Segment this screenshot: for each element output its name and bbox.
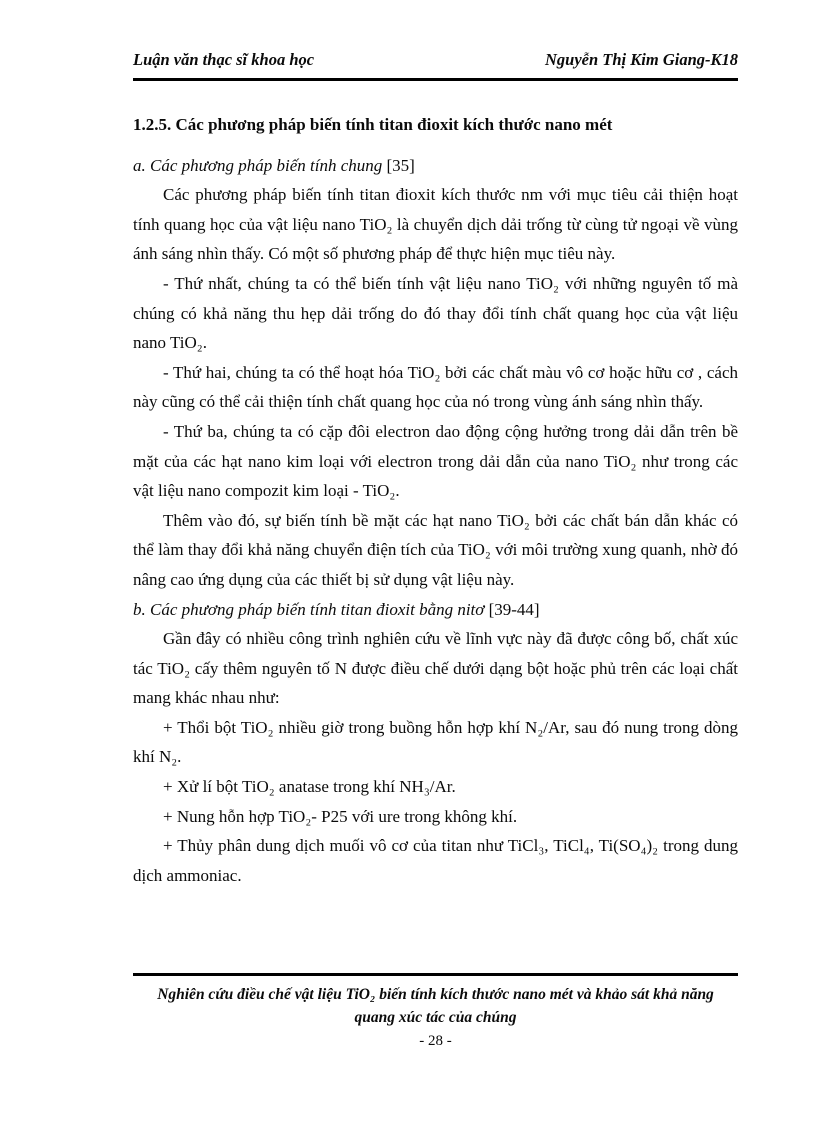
paragraph: Các phương pháp biến tính titan đioxit kích thước nm với mục tiêu cải thiện hoạt tính quang học của vật liệu nano TiO₂ là chuyển dịch dải trống từ cùng tử ngoại về vùng ánh sáng nhìn thấy. Có một số phương pháp để thực hiện mục tiêu này. bbox=[133, 185, 738, 264]
page-header bbox=[133, 50, 738, 70]
page-footer bbox=[133, 983, 738, 1053]
header-left-running-title: Luận văn thạc sĩ khoa học bbox=[133, 50, 315, 69]
subheading-a bbox=[133, 151, 738, 181]
subheading-b-citation: [39-44] bbox=[488, 599, 540, 619]
page-body bbox=[133, 110, 738, 890]
section-heading: 1.2.5. Các phương pháp biến tính titan đioxit kích thước nano mét bbox=[133, 115, 613, 134]
header-right-author: Nguyễn Thị Kim Giang-K18 bbox=[545, 50, 738, 69]
subheading-a-text: a. Các phương pháp biến tính chung bbox=[133, 155, 387, 175]
paragraph: + Xử lí bột TiO₂ anatase trong khí NH₃/Ar. bbox=[163, 777, 456, 797]
paragraph: - Thứ nhất, chúng ta có thể biến tính vật liệu nano TiO₂ với những nguyên tố mà chúng có khả năng thu hẹp dải trống do đó thay đổi tính chất quang học của vật liệu nano TiO₂. bbox=[133, 273, 738, 353]
paragraph: Gần đây có nhiều công trình nghiên cứu về lĩnh vực này đã được công bố, chất xúc tác TiO₂ cấy thêm nguyên tố N được điều chế dưới dạng bột hoặc phủ trên các loại chất mang khác nhau như: bbox=[133, 629, 738, 708]
paragraph: + Nung hỗn hợp TiO₂- P25 với ure trong không khí. bbox=[163, 806, 518, 826]
paragraph: - Thứ ba, chúng ta có cặp đôi electron dao động cộng hưởng trong dải dẫn trên bề mặt của các hạt nano kim loại với electron trong dải dẫn của nano TiO₂ như trong các vật liệu nano compozit kim loại - TiO₂. bbox=[133, 421, 738, 501]
subheading-b-text: b. Các phương pháp biến tính titan đioxit bằng nitơ bbox=[133, 599, 489, 619]
footer-thesis-title-line2: quang xúc tác của chúng bbox=[354, 1009, 517, 1026]
footer-rule bbox=[133, 973, 738, 976]
paragraph: + Thổi bột TiO₂ nhiều giờ trong buồng hỗn hợp khí N₂/Ar, sau đó nung trong dòng khí N₂. bbox=[133, 717, 738, 767]
footer-thesis-title-line1: Nghiên cứu điều chế vật liệu TiO₂ biến tính kích thước nano mét và khảo sát khả năng bbox=[157, 986, 714, 1003]
header-rule bbox=[133, 78, 738, 81]
subheading-b bbox=[133, 595, 738, 625]
paragraph: Thêm vào đó, sự biến tính bề mặt các hạt nano TiO₂ bởi các chất bán dẫn khác có thể làm thay đổi khả năng chuyển điện tích của TiO₂ với môi trường xung quanh, nhờ đó nâng cao ứng dụng của các thiết bị sử dụng vật liệu này. bbox=[133, 510, 738, 589]
subheading-a-citation: [35] bbox=[386, 155, 415, 175]
paragraph: + Thủy phân dung dịch muối vô cơ của titan như TiCl₃, TiCl₄, Ti(SO₄)₂ trong dung dịch ammoniac. bbox=[133, 836, 738, 885]
paragraph: - Thứ hai, chúng ta có thể hoạt hóa TiO₂ bởi các chất màu vô cơ hoặc hữu cơ , cách này cũng có thể cải thiện tính chất quang học của nó trong vùng ánh sáng nhìn thấy. bbox=[133, 362, 738, 412]
page-number: - 28 - bbox=[419, 1033, 452, 1049]
